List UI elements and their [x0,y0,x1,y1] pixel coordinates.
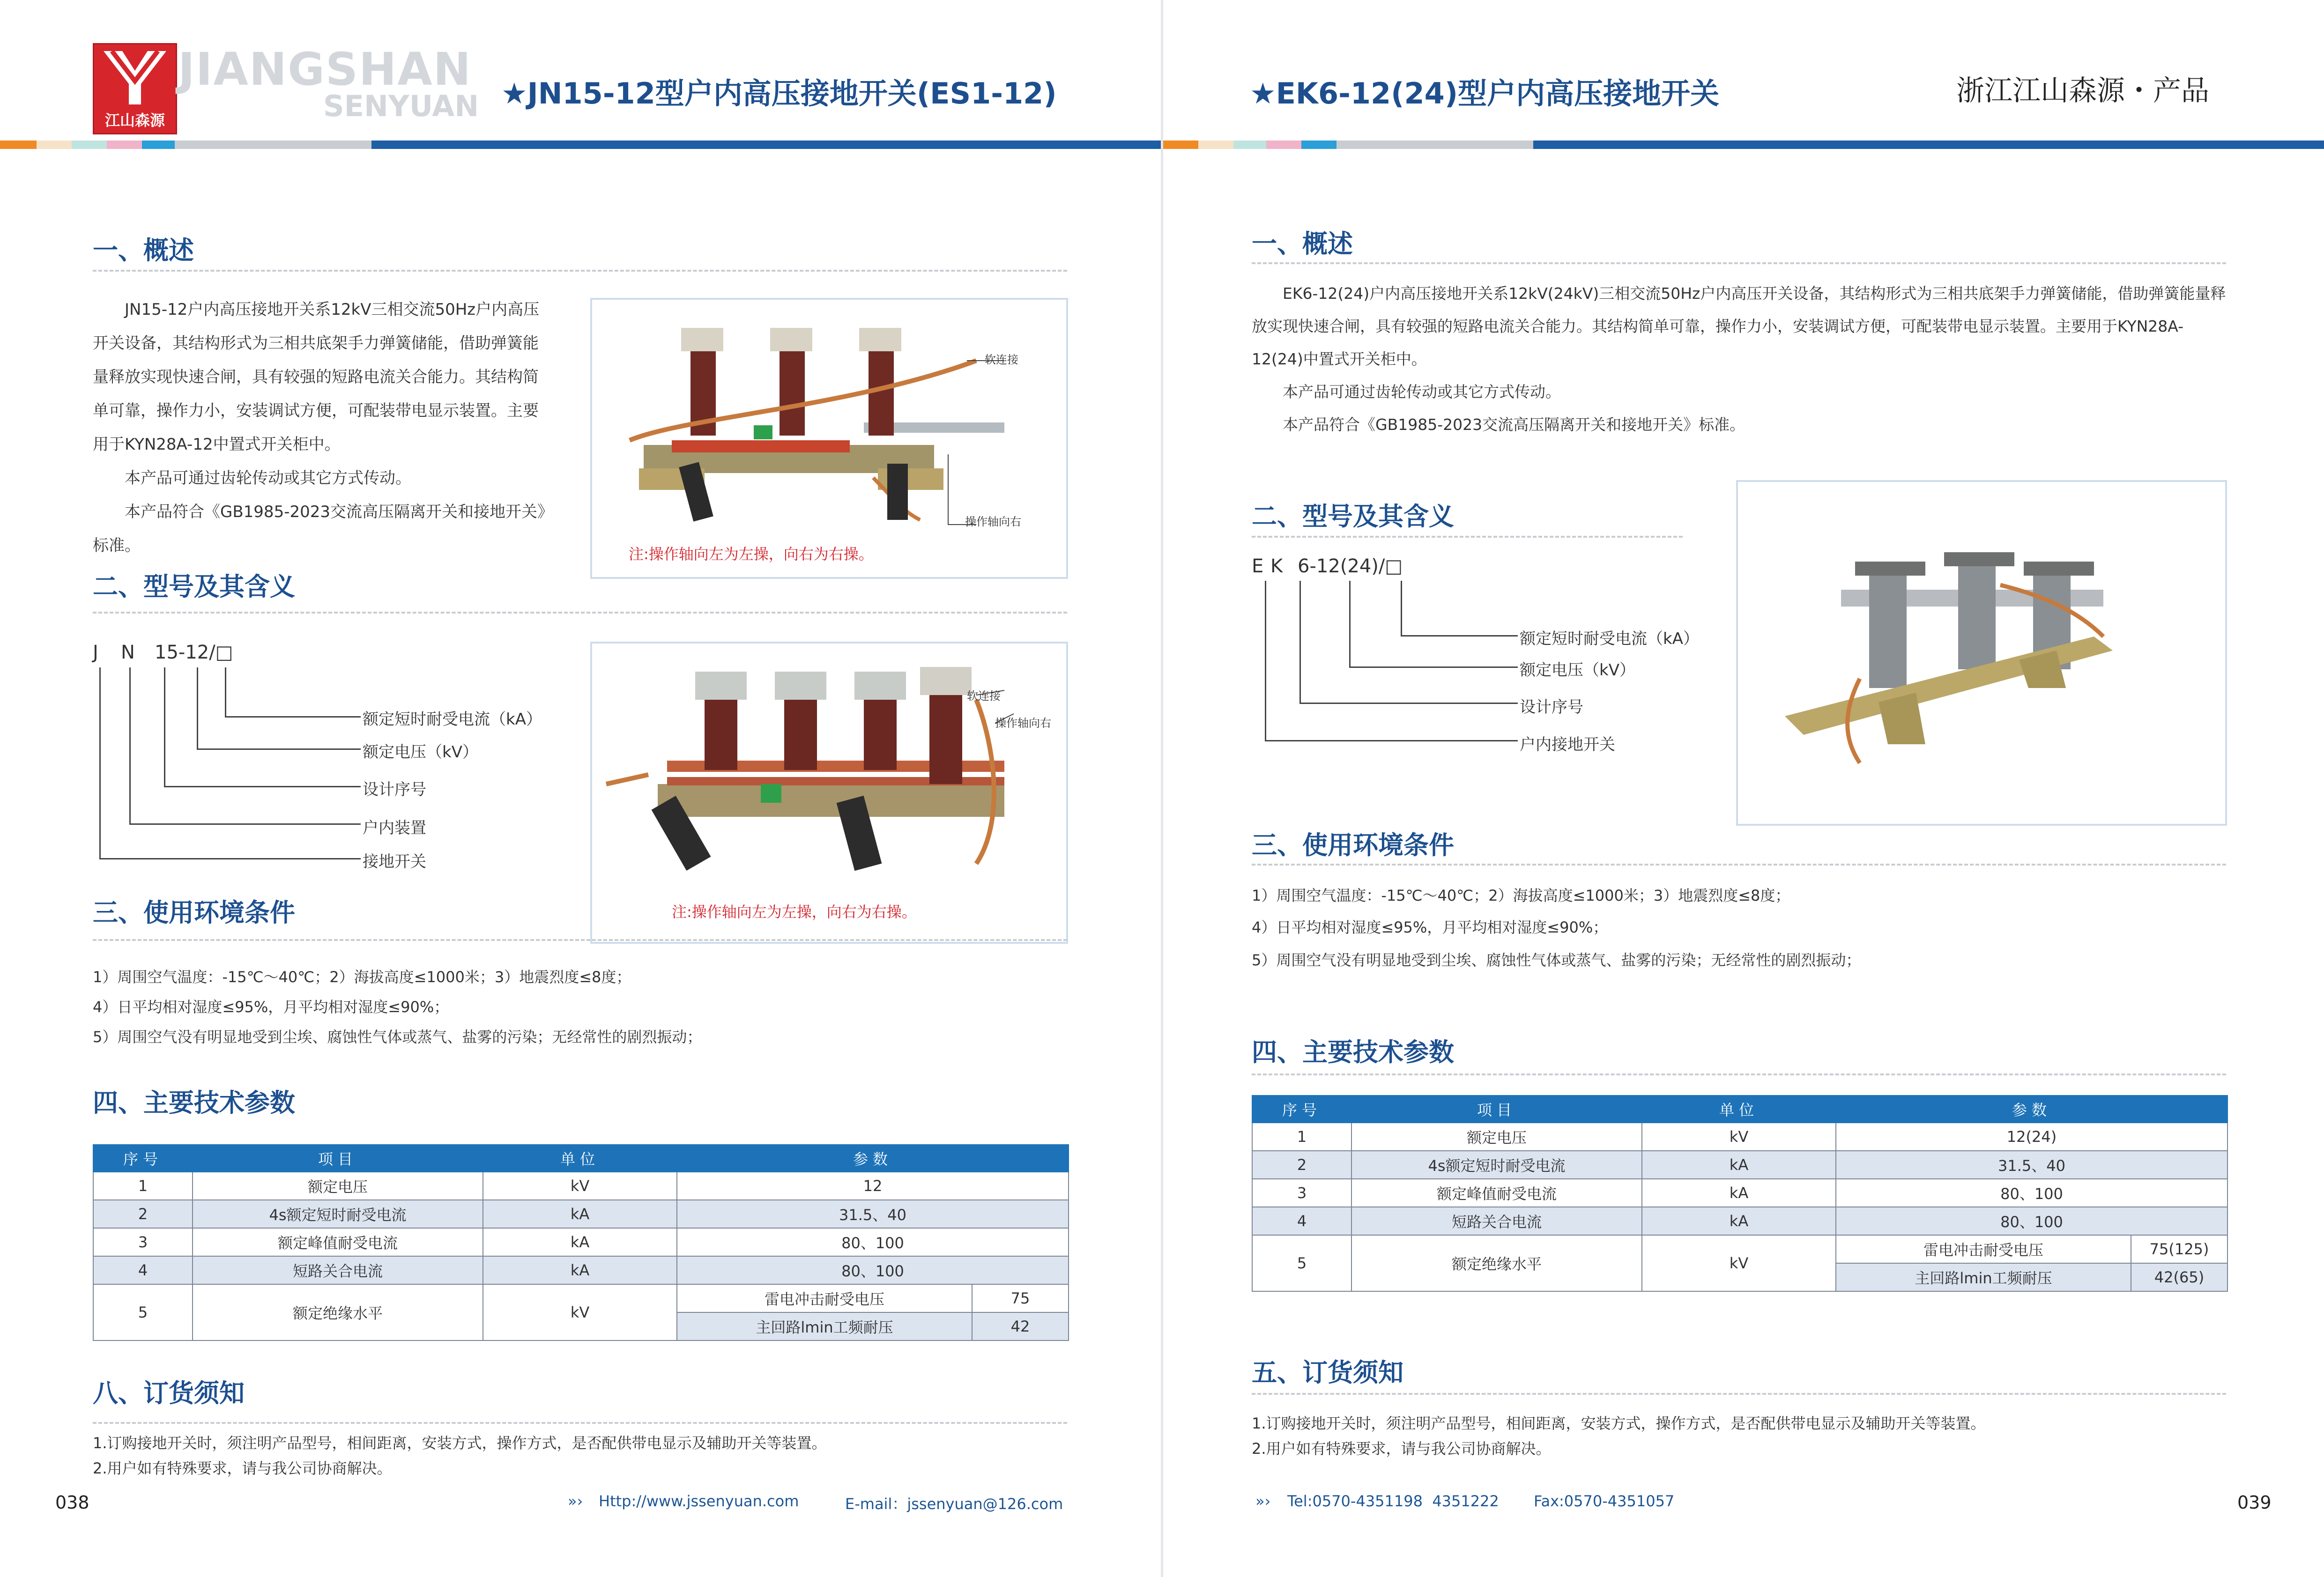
left-model-line-2v [197,667,198,749]
right-section-order: 五、订货须知 [1252,1358,1403,1387]
right-divider-3 [1252,864,2226,866]
right-page-title: ★EK6-12(24)型户内高压接地开关 [1250,76,1720,111]
right-overview-para-3: 本产品符合《GB1985-2023交流高压隔离开关和接地开关》标准。 [1283,415,1745,434]
photo2-shaft-label: 操作轴向右 [995,717,1051,730]
cell-value: 31.5、40 [677,1200,1069,1228]
header-stripe-orange [0,141,37,149]
footer-fax: Fax:0570-4351057 [1534,1492,1675,1510]
footer-arrow-icon-right: »› [1255,1492,1271,1510]
right-model-line-2h [1349,666,1518,668]
cell-no: 5 [93,1284,193,1340]
right-overview-text [1252,277,2227,441]
right-model-meaning-1: 额定短时耐受电流（kA） [1520,629,1699,648]
header-stripe-teal [72,141,107,149]
cell-value: 12 [677,1172,1069,1200]
right-th-value: 参数 [1836,1096,2227,1123]
cell-value: 42(65) [2131,1263,2227,1291]
right-stripe-cream [1198,141,1233,149]
cell-no: 3 [93,1228,193,1256]
cell-unit: kV [1642,1123,1836,1151]
right-overview-para-2: 本产品可通过齿轮传动或其它方式传动。 [1283,383,1561,401]
cell-item: 额定峰值耐受电流 [193,1228,483,1256]
table-row [93,1200,1069,1228]
right-model-letter-k: K [1270,555,1286,577]
logo-mark-icon [94,46,176,108]
cell-unit: kA [1642,1179,1836,1207]
cell-item: 额定绝缘水平 [1351,1235,1642,1291]
cell-item: 4s额定短时耐受电流 [193,1200,483,1228]
cell-value: 42 [972,1312,1069,1340]
table-row [1252,1207,2227,1235]
right-table-header [1252,1096,2227,1123]
left-section-overview: 一、概述 [93,236,194,265]
header-stripe-blue [371,141,1161,149]
footer-email-link[interactable]: E-mail：jssenyuan@126.com [845,1495,1063,1513]
left-divider-1 [93,270,1067,272]
cell-unit: kV [1642,1235,1836,1291]
product-photo-3 [1736,480,2227,826]
right-model-line-1h [1401,635,1518,637]
header-stripe-grey [175,141,371,149]
right-stripe-pink [1266,141,1301,149]
right-th-no: 序号 [1252,1096,1351,1123]
left-overview-text [93,293,552,563]
cell-value: 80、100 [1836,1207,2227,1235]
right-model-line-4v [1265,581,1266,741]
right-th-unit: 单位 [1642,1096,1836,1123]
logo-wordmark-senyuan: SENYUAN [323,89,479,123]
cell-subitem: 主回路lmin工频耐压 [1836,1263,2131,1291]
left-overview-para-2: 本产品可通过齿轮传动或其它方式传动。 [125,469,411,488]
company-logo [93,43,177,134]
left-th-unit: 单位 [483,1145,677,1172]
left-model-line-3v [164,667,165,787]
table-row [93,1228,1069,1256]
left-model-meaning-4: 户内装置 [363,819,426,837]
left-env-line-1: 1）周围空气温度：-15℃～40℃；2）海拔高度≤1000米；3）地震烈度≤8度； [93,968,631,986]
photo1-shaft-label: 操作轴向右 [965,515,1021,528]
left-model-suffix: 15-12/□ [155,642,233,663]
ek6-switch-illustration [1738,482,2225,824]
left-model-line-1v [225,667,226,717]
table-row [1252,1235,2227,1263]
cell-no: 2 [93,1200,193,1228]
cell-value: 80、100 [677,1228,1069,1256]
left-model-line-1h [225,716,361,718]
left-model-line-4v [129,667,131,824]
left-section-environment: 三、使用环境条件 [93,898,295,927]
cell-no: 5 [1252,1235,1351,1291]
right-stripe-grey [1336,141,1533,149]
left-overview-para-3: 本产品符合《GB1985-2023交流高压隔离开关和接地开关》标准。 [93,503,545,555]
cell-item: 额定电压 [193,1172,483,1200]
right-model-letter-e: E [1252,555,1267,577]
cell-value: 75(125) [2131,1235,2227,1263]
cell-item: 额定峰值耐受电流 [1351,1179,1642,1207]
cell-value: 31.5、40 [1836,1151,2227,1179]
right-section-environment: 三、使用环境条件 [1252,830,1454,860]
left-section-params: 四、主要技术参数 [93,1088,295,1118]
right-model-line-3h [1299,703,1518,704]
right-section-overview: 一、概述 [1252,229,1353,259]
left-param-table [93,1144,1069,1341]
right-model-meaning-4: 户内接地开关 [1520,735,1615,754]
cell-no: 1 [93,1172,193,1200]
right-param-table [1252,1095,2228,1292]
cell-value: 80、100 [677,1256,1069,1284]
right-stripe-cyan [1301,141,1336,149]
left-model-line-5v [99,667,101,859]
right-stripe-blue [1533,141,2324,149]
header-stripe-pink [107,141,142,149]
left-th-item: 项目 [193,1145,483,1172]
left-overview-para-1: JN15-12户内高压接地开关系12kV三相交流50Hz户内高压开关设备，其结构形式为三相共底架手力弹簧储能，借助弹簧能量释放实现快速合闸，具有较强的短路电流关合能力。其结构简单可靠，操作力小，安装调试方便，可配装带电显示装置。主要用于KYN28A-12中置式开关柜中。 [93,300,540,454]
cell-unit: kV [483,1172,677,1200]
cell-unit: kA [1642,1151,1836,1179]
left-divider-3 [93,939,1067,941]
left-model-meaning-5: 接地开关 [363,852,426,871]
left-section-model: 二、型号及其含义 [93,572,295,601]
left-divider-4 [93,1422,1067,1424]
product-photo-2 [590,642,1068,944]
photo2-note: 注:操作轴向左为左操，向右为右操。 [672,903,917,921]
left-page-title: ★JN15-12型户内高压接地开关(ES1-12) [501,76,1057,111]
right-model-meaning-2: 额定电压（kV） [1520,661,1635,680]
cell-item: 短路关合电流 [193,1256,483,1284]
left-table-header [93,1145,1069,1172]
right-model-suffix: 6-12(24)/□ [1298,555,1403,577]
right-model-line-1v [1401,581,1402,636]
footer-website-link[interactable]: Http://www.jssenyuan.com [599,1492,799,1510]
right-section-params: 四、主要技术参数 [1252,1037,1454,1067]
right-env-line-3: 5）周围空气没有明显地受到尘埃、腐蚀性气体或蒸气、盐雾的污染；无经常性的剧烈振动； [1252,951,1861,969]
right-divider-5 [1252,1393,2226,1395]
right-model-line-3v [1299,581,1301,703]
left-page-number: 038 [55,1492,89,1513]
left-model-line-5h [99,858,361,859]
page-spine [1161,0,1163,1577]
right-model-meaning-3: 设计序号 [1520,698,1583,717]
left-model-line-3h [164,786,361,787]
cell-no: 3 [1252,1179,1351,1207]
left-model-letter-n: N [121,642,138,663]
footer-telephone: Tel:0570-4351198 4351222 [1287,1492,1499,1510]
right-divider-4 [1252,1074,2226,1075]
cell-no: 2 [1252,1151,1351,1179]
left-order-line-2: 2.用户如有特殊要求，请与我公司协商解决。 [93,1459,392,1477]
cell-no: 4 [1252,1207,1351,1235]
photo1-soft-link-label: 软连接 [985,353,1018,366]
right-order-line-1: 1.订购接地开关时，须注明产品型号，相间距离，安装方式，操作方式，是否配供带电显示及辅助开关等装置。 [1252,1414,1986,1432]
left-model-meaning-3: 设计序号 [363,780,426,799]
left-th-no: 序号 [93,1145,193,1172]
right-brand-label: 浙江江山森源・产品 [1956,74,2209,107]
table-row [1252,1123,2227,1151]
cell-subitem: 雷电冲击耐受电压 [677,1284,972,1312]
right-model-line-4h [1265,740,1518,741]
right-overview-para-1: EK6-12(24)户内高压接地开关系12kV(24kV)三相交流50Hz户内高压开关设备，其结构形式为三相共底架手力弹簧储能，借助弹簧能量释放实现快速合闸，具有较强的短路电流关合能力。其结构简单可靠，操作力小，安装调试方便，可配装带电显示装置。主要用于KYN28A-12(24)中置式开关柜中。 [1252,284,2226,368]
switch-product-illustration [592,300,1066,577]
cell-item: 额定电压 [1351,1123,1642,1151]
left-model-meaning-2: 额定电压（kV） [363,743,478,762]
cell-no: 4 [93,1256,193,1284]
product-photo-1 [590,298,1068,579]
left-th-value: 参数 [677,1145,1069,1172]
right-stripe-teal [1233,141,1266,149]
cell-no: 1 [1252,1123,1351,1151]
header-stripe-cream [37,141,72,149]
photo2-soft-link-label: 软连接 [967,689,1001,703]
right-divider-1 [1252,262,2226,264]
left-model-line-4h [129,823,361,825]
cell-value: 12(24) [1836,1123,2227,1151]
right-order-line-2: 2.用户如有特殊要求，请与我公司协商解决。 [1252,1440,1551,1458]
left-model-meaning-1: 额定短时耐受电流（kA） [363,710,542,729]
cell-subitem: 雷电冲击耐受电压 [1836,1235,2131,1263]
right-page-number: 039 [2237,1492,2272,1513]
cell-unit: kV [483,1284,677,1340]
header-stripe-cyan [142,141,175,149]
logo-chinese-name: 江山森源 [104,111,165,129]
cell-unit: kA [483,1256,677,1284]
photo1-note: 注:操作轴向左为左操，向右为右操。 [629,545,874,563]
left-env-line-2: 4）日平均相对湿度≤95%，月平均相对湿度≤90%； [93,998,449,1016]
left-divider-2 [93,612,1067,614]
left-model-line-2h [197,748,361,750]
right-section-model: 二、型号及其含义 [1252,502,1454,531]
right-th-item: 项目 [1351,1096,1642,1123]
cell-item: 短路关合电流 [1351,1207,1642,1235]
table-row [93,1256,1069,1284]
left-order-line-1: 1.订购接地开关时，须注明产品型号，相间距离，安装方式，操作方式，是否配供带电显示及辅助开关等装置。 [93,1434,827,1452]
cell-item: 4s额定短时耐受电流 [1351,1151,1642,1179]
cell-value: 75 [972,1284,1069,1312]
table-row [93,1172,1069,1200]
right-stripe-orange [1163,141,1198,149]
table-row [1252,1151,2227,1179]
logo-wordmark-jiangshan: JIANGSHAN [178,43,472,96]
table-row [93,1284,1069,1312]
cell-unit: kA [483,1200,677,1228]
cell-unit: kA [1642,1207,1836,1235]
right-env-line-1: 1）周围空气温度：-15℃～40℃；2）海拔高度≤1000米；3）地震烈度≤8度； [1252,887,1790,904]
footer-arrow-icon: »› [568,1492,583,1510]
cell-value: 80、100 [1836,1179,2227,1207]
left-env-line-3: 5）周围空气没有明显地受到尘埃、腐蚀性气体或蒸气、盐雾的污染；无经常性的剧烈振动； [93,1028,702,1046]
right-env-line-2: 4）日平均相对湿度≤95%，月平均相对湿度≤90%； [1252,918,1608,936]
table-row [1252,1179,2227,1207]
left-section-order: 八、订货须知 [93,1378,245,1408]
cell-unit: kA [483,1228,677,1256]
left-model-letter-j: J [93,642,101,663]
right-model-line-2v [1349,581,1351,667]
right-divider-2 [1252,536,1683,538]
cell-subitem: 主回路lmin工频耐压 [677,1312,972,1340]
cell-item: 额定绝缘水平 [193,1284,483,1340]
